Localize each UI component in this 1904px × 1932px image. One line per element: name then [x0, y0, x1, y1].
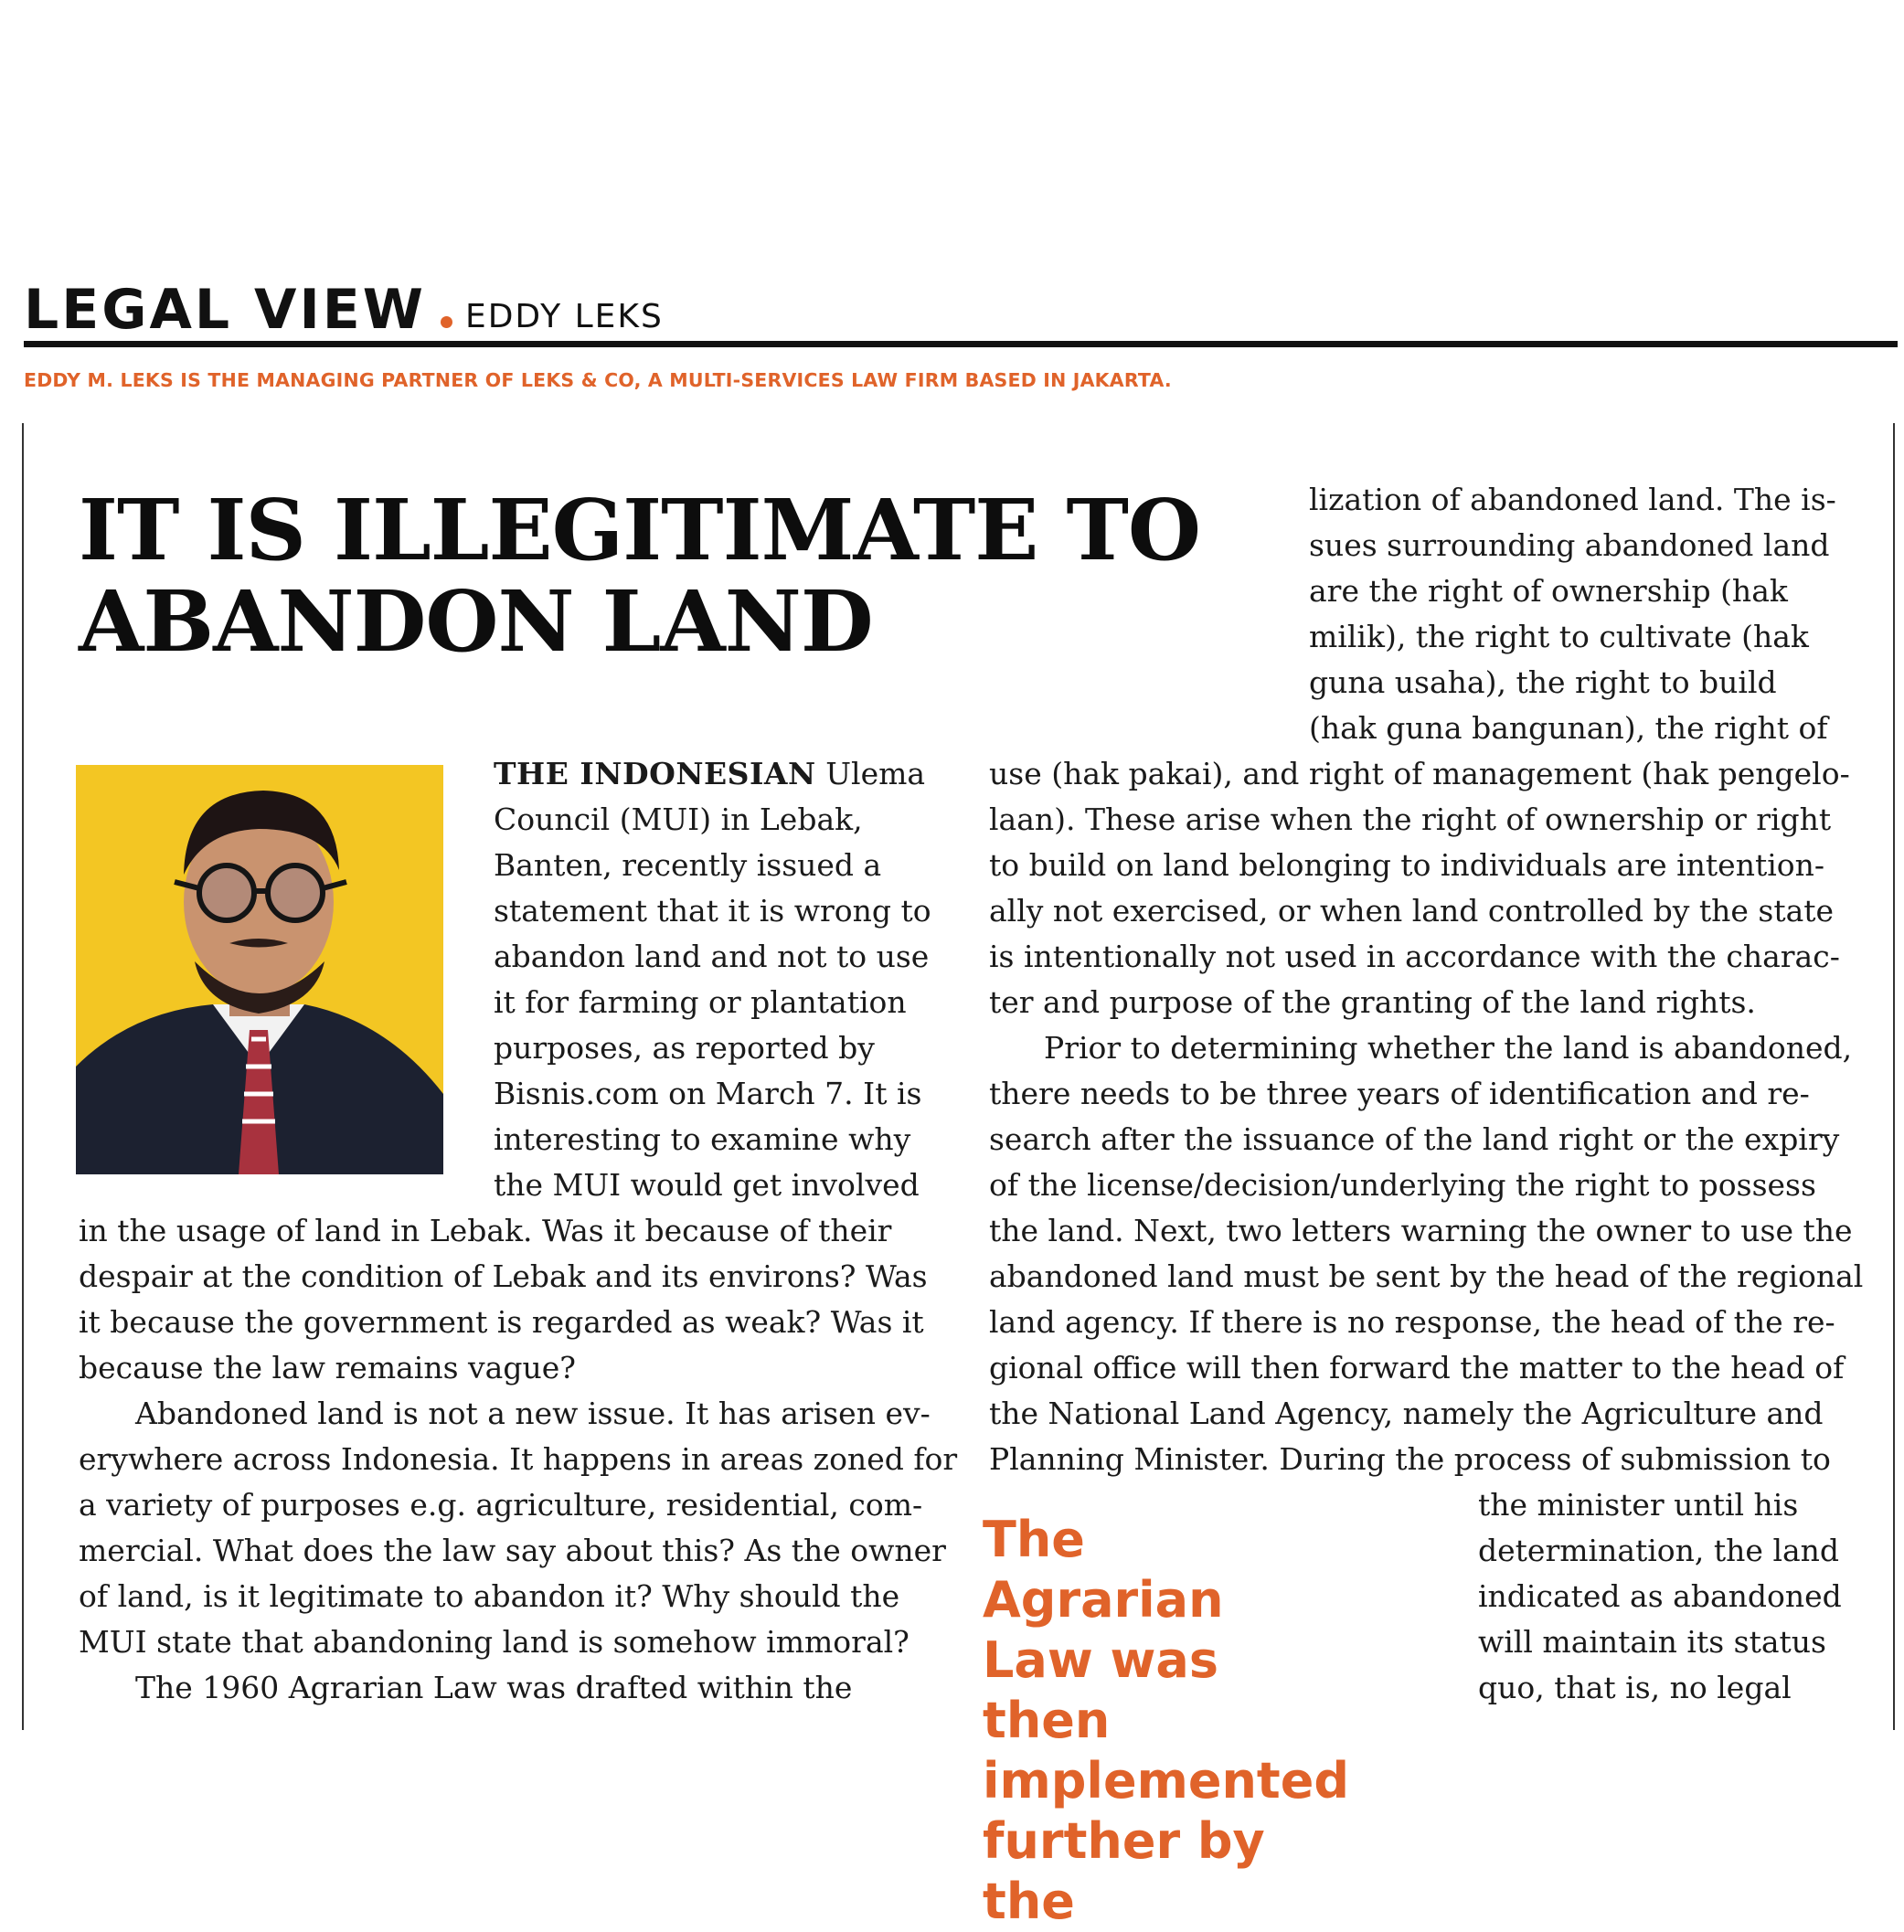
body-line: ter and purpose of the granting of the land rights.	[989, 984, 1756, 1020]
body-line: purposes, as reported by	[494, 1030, 875, 1066]
body-line: in the usage of land in Lebak. Was it because of their	[79, 1213, 892, 1248]
author-name: EDDY LEKS	[464, 298, 664, 335]
headline-line: ABANDON LAND	[79, 572, 873, 671]
body-line: guna usaha), the right to build	[1309, 664, 1777, 700]
body-line: (hak guna bangunan), the right of	[1309, 710, 1828, 746]
body-line: search after the issuance of the land right or the expiry	[989, 1121, 1840, 1157]
body-line: abandon land and not to use	[494, 939, 930, 974]
body-line: despair at the condition of Lebak and its environs? Was	[79, 1258, 928, 1294]
body-line: of the license/decision/underlying the right to possess	[989, 1167, 1816, 1203]
pull-quote-line: The Agrarian	[983, 1511, 1224, 1629]
body-line: Banten, recently issued a	[494, 847, 882, 883]
body-line: it because the government is regarded as weak? Was it	[79, 1304, 924, 1340]
body-line: Bisnis.com on March 7. It is	[494, 1076, 922, 1111]
body-line: use (hak pakai), and right of management (hak pengelo-	[989, 756, 1850, 791]
body-line: a variety of purposes e.g. agriculture, residential, com-	[79, 1487, 923, 1523]
body-line: quo, that is, no legal	[1478, 1670, 1792, 1705]
body-line: the MUI would get involved	[494, 1167, 920, 1203]
body-line: Prior to determining whether the land is abandoned,	[1044, 1030, 1853, 1066]
body-line: ally not exercised, or when land controlled by the state	[989, 893, 1835, 929]
pull-quote-line: further by the	[983, 1812, 1265, 1930]
body-line: Abandoned land is not a new issue. It has arisen ev-	[135, 1396, 931, 1431]
author-bio: EDDY M. LEKS IS THE MANAGING PARTNER OF LEKS & CO, A MULTI-SERVICES LAW FIRM BASED IN JAKARTA.	[24, 369, 1172, 391]
body-line: Planning Minister. During the process of submission to	[989, 1441, 1831, 1477]
lead-line	[494, 751, 925, 797]
body-line: it for farming or plantation	[494, 984, 907, 1020]
headline-line: IT IS ILLEGITIMATE TO	[79, 481, 1201, 579]
body-line: land agency. If there is no response, the head of the re-	[989, 1304, 1835, 1340]
body-line: is intentionally not used in accordance with the charac-	[989, 939, 1840, 974]
body-line: because the law remains vague?	[79, 1350, 576, 1385]
body-line: are the right of ownership (hak	[1309, 573, 1788, 609]
body-line: gional office will then forward the matter to the head of	[989, 1350, 1845, 1385]
body-line: Council (MUI) in Lebak,	[494, 801, 863, 837]
body-line: statement that it is wrong to	[494, 893, 931, 929]
bullet-dot-icon	[441, 316, 452, 328]
body-line: lization of abandoned land. The is-	[1309, 482, 1836, 517]
body-line: erywhere across Indonesia. It happens in areas zoned for	[79, 1441, 958, 1477]
body-line: milik), the right to cultivate (hak	[1309, 619, 1809, 654]
body-line: indicated as abandoned	[1478, 1578, 1842, 1614]
body-line: determination, the land	[1478, 1533, 1840, 1568]
body-line: sues surrounding abandoned land	[1309, 527, 1830, 563]
section-masthead	[24, 278, 1898, 347]
body-line: laan). These arise when the right of ownership or right	[989, 801, 1832, 837]
pull-quote-line: Law was then	[983, 1631, 1219, 1749]
author-photo	[76, 765, 443, 1174]
article-headline	[79, 481, 1285, 671]
body-line: to build on land belonging to individuals are intention-	[989, 847, 1825, 883]
section-title: LEGAL VIEW	[24, 278, 426, 342]
body-line: the National Land Agency, namely the Agriculture and	[989, 1396, 1824, 1431]
column-rule-right	[1893, 423, 1895, 1730]
body-line: the land. Next, two letters warning the owner to use the	[989, 1213, 1853, 1248]
body-line: of land, is it legitimate to abandon it? Why should the	[79, 1578, 900, 1614]
pull-quote	[983, 1510, 1349, 1932]
pull-quote-line: implemented	[983, 1752, 1349, 1810]
body-line: there needs to be three years of identification and re-	[989, 1076, 1810, 1111]
body-line: interesting to examine why	[494, 1121, 911, 1157]
body-line: The 1960 Agrarian Law was drafted within the	[135, 1670, 853, 1705]
body-line: MUI state that abandoning land is somehow immoral?	[79, 1624, 909, 1660]
body-line: the minister until his	[1478, 1487, 1799, 1523]
body-line: abandoned land must be sent by the head of the regional	[989, 1258, 1864, 1294]
body-line: mercial. What does the law say about this? As the owner	[79, 1533, 946, 1568]
body-line: will maintain its status	[1478, 1624, 1826, 1660]
lead-word: THE INDONESIAN	[494, 756, 816, 791]
lead-rest: Ulema	[825, 756, 926, 791]
column-rule-left	[22, 423, 24, 1730]
